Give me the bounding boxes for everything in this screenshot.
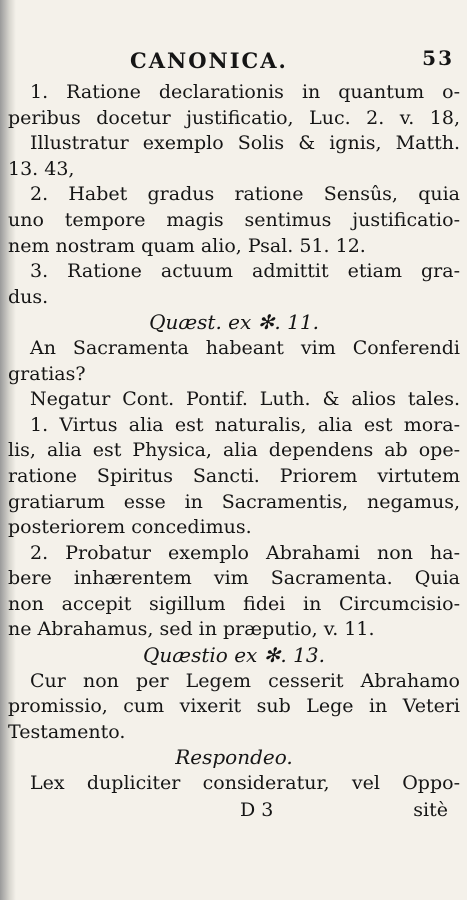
text-line: posteriorem concedimus.: [8, 516, 252, 539]
text-line: Testamento.: [8, 720, 126, 743]
text-line: 1. Ratione declarationis in quantum o-: [30, 81, 460, 103]
section-heading: Respondeo.: [175, 745, 293, 770]
text-line: 1. Virtus alia est naturalis, alia est mora-: [30, 413, 460, 436]
text-line: Cur non per Legem cesserit Abrahamo: [30, 669, 460, 692]
text-line: 3. Ratione actuum admittit etiam gra-: [30, 260, 460, 283]
running-head: CANONICA.: [130, 48, 288, 73]
page-footer: [8, 797, 460, 823]
text-line: gratiarum esse in Sacramentis, negamus,: [8, 490, 460, 513]
catchword: sitè: [413, 798, 448, 821]
text-line: 13. 43,: [8, 157, 75, 180]
text-line: bere inhærentem vim Sacramenta. Quia: [8, 567, 460, 590]
section-heading: Quæst. ex ✻. 11.: [149, 310, 319, 335]
text-line: nem nostram quam alio, Psal. 51. 12.: [8, 234, 366, 257]
text-line: non accepit sigillum fidei in Circumcisio-: [8, 592, 460, 615]
text-line: uno tempore magis sentimus justificatio-: [8, 208, 460, 231]
text-line: peribus docetur justificatio, Luc. 2. v. 18,: [8, 106, 460, 129]
text-line: gratias?: [8, 362, 86, 385]
text-line: 2. Habet gradus ratione Sensûs, quia: [30, 183, 460, 206]
text-line: ne Abrahamus, sed in præputio, v. 11.: [8, 618, 375, 641]
text-line: An Sacramenta habeant vim Conferendi: [30, 336, 460, 359]
text-line: Illustratur exemplo Solis & ignis, Matth.: [30, 132, 460, 155]
page-header: [8, 42, 460, 80]
text-line: dus.: [8, 285, 49, 308]
section-heading: Quæstio ex ✻. 13.: [143, 643, 325, 668]
text-line: promissio, cum vixerit sub Lege in Veteri: [8, 695, 460, 718]
book-page: [8, 42, 460, 898]
page-number: 53: [422, 46, 454, 70]
text-line: 2. Probatur exemplo Abrahami non ha-: [30, 541, 460, 564]
text-line: Lex dupliciter consideratur, vel Oppo-: [30, 772, 460, 795]
text-line: Negatur Cont. Pontif. Luth. & alios tales.: [30, 388, 460, 411]
signature-mark: D 3: [240, 798, 274, 821]
text-line: ratione Spiritus Sancti. Priorem virtutem: [8, 464, 460, 487]
text-line: lis, alia est Physica, alia dependens ab ope-: [8, 439, 460, 462]
